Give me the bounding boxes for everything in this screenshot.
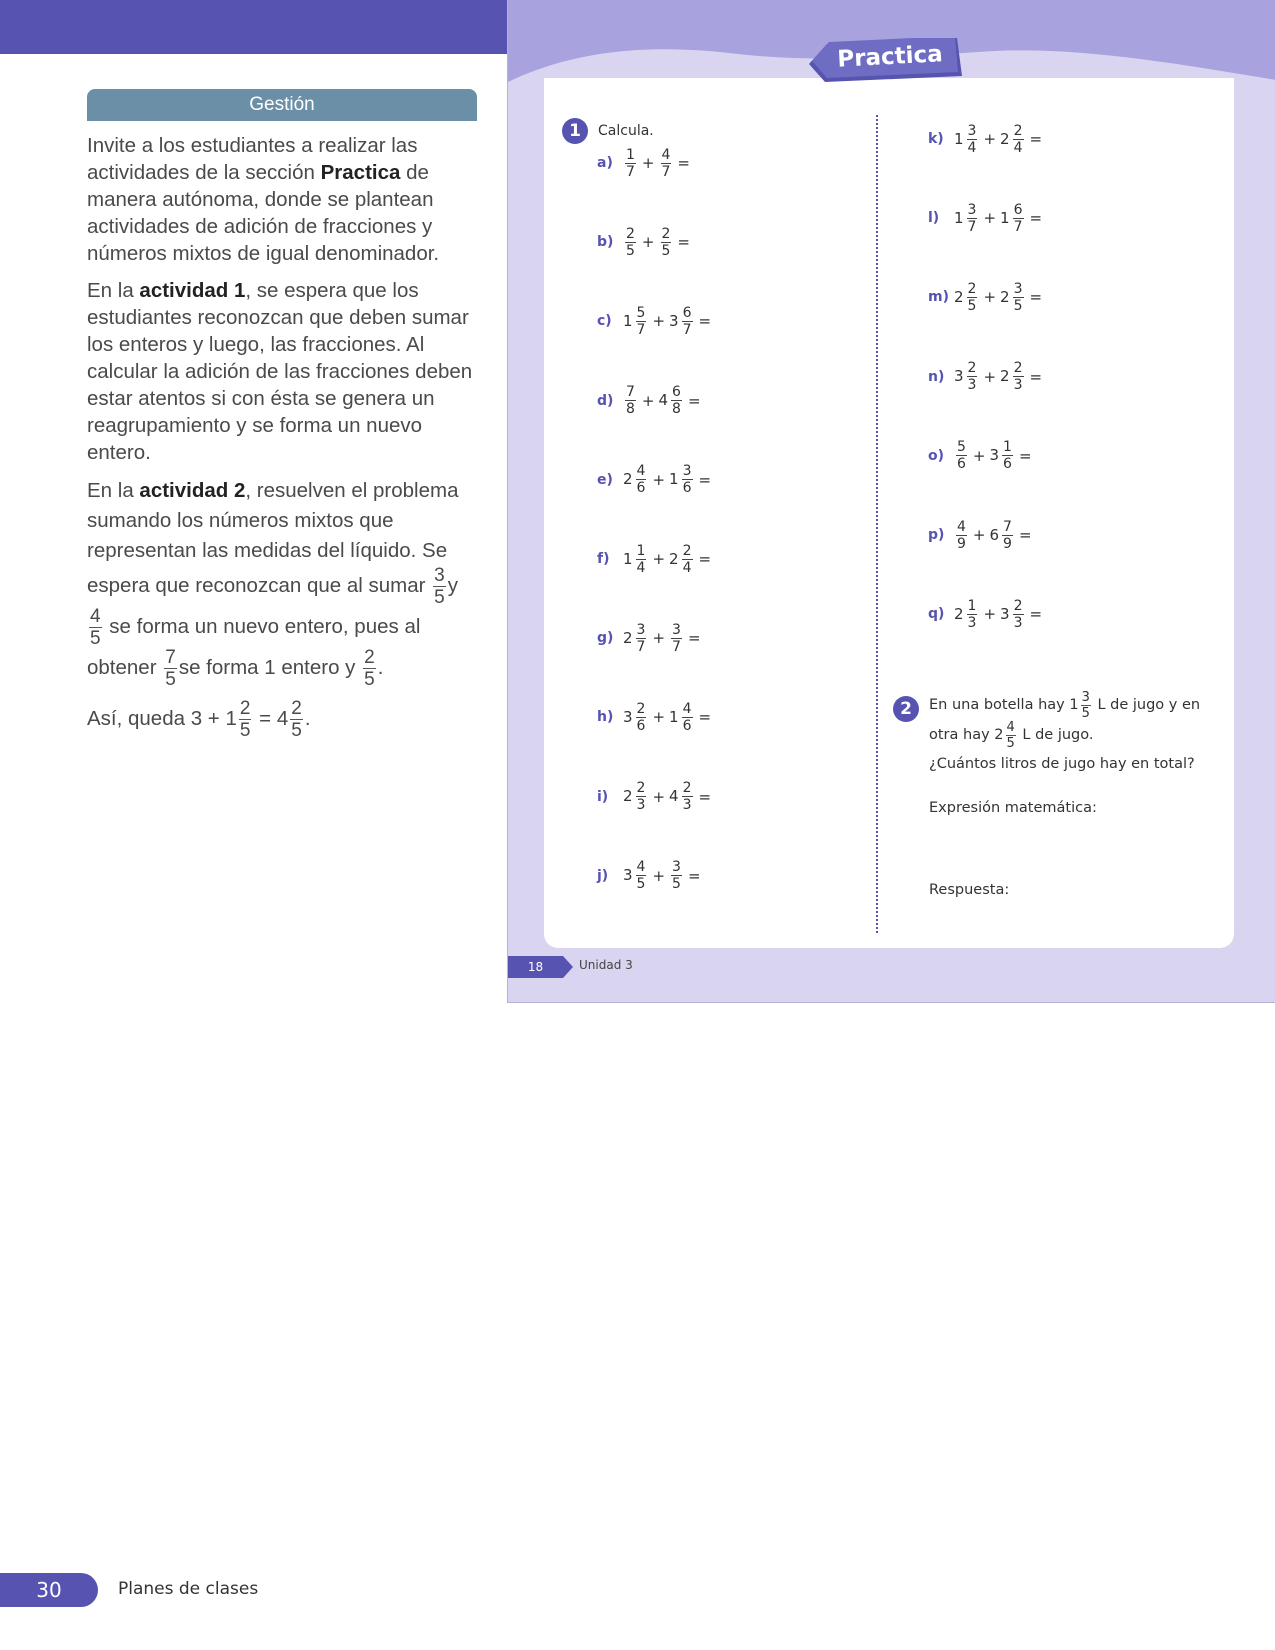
- denominator: 7: [672, 638, 681, 655]
- equals-sign: =: [677, 233, 690, 252]
- numerator: 5: [636, 304, 646, 321]
- plus-sign: +: [983, 605, 997, 624]
- answer-label: Respuesta:: [929, 882, 1010, 898]
- student-page: [507, 0, 1275, 1003]
- numerator: 2: [682, 542, 692, 559]
- fraction: [682, 702, 693, 733]
- fraction: [956, 520, 967, 551]
- mixed-number: [669, 464, 694, 495]
- fraction: [967, 282, 978, 313]
- whole-part: 1: [954, 129, 964, 148]
- exercise-q: [928, 597, 1046, 631]
- whole-part: 1: [623, 311, 633, 330]
- denominator: 7: [636, 321, 646, 338]
- mixed-number: [623, 464, 648, 495]
- whole-part: 2: [1000, 129, 1010, 148]
- whole-part: 2: [623, 470, 633, 489]
- gestion-paragraph-2: En la actividad 1, se espera que los estudiantes reconozcan que deben sumar los enteros y luego, las fracciones. Al calcular la adición de las fracciones deben estar atentos si con ésta se genera un reagrupamiento y se forma un nuevo entero.: [87, 279, 473, 464]
- equals-sign: =: [687, 629, 701, 648]
- plus-sign: +: [652, 708, 666, 727]
- mixed-number: [623, 860, 648, 891]
- whole-part: 2: [623, 628, 633, 647]
- numerator: 1: [967, 597, 977, 614]
- fraction: [1013, 361, 1024, 392]
- mixed-number: [623, 148, 638, 179]
- mixed-number: [669, 544, 694, 575]
- exercise-label: f): [597, 551, 610, 567]
- activity-1-number: 1: [562, 118, 588, 144]
- numerator: 2: [1013, 122, 1023, 139]
- numerator: 6: [1013, 201, 1023, 218]
- fraction: [636, 623, 647, 654]
- fraction: [671, 623, 682, 654]
- denominator: 3: [682, 797, 692, 814]
- equals-sign: =: [677, 154, 690, 172]
- denominator: 3: [967, 614, 977, 631]
- fraction: $\frac{2}{5}$: [364, 647, 375, 690]
- whole-part: 4: [669, 787, 679, 806]
- equals-sign: =: [1029, 367, 1043, 386]
- folio-page-number: 30: [0, 1573, 98, 1607]
- exercise-label: l): [928, 210, 940, 227]
- exercise-d: [597, 384, 705, 418]
- plus-sign: +: [652, 866, 666, 885]
- mixed-number: [659, 148, 674, 179]
- whole-part: 2: [1000, 287, 1010, 306]
- mixed-number: [954, 361, 979, 392]
- numerator: 7: [1003, 518, 1012, 535]
- plus-sign: +: [972, 526, 986, 544]
- denominator: 7: [636, 638, 646, 655]
- fraction: [1013, 124, 1024, 155]
- exercise-m: [928, 280, 1046, 314]
- denominator: 3: [1013, 614, 1023, 631]
- fraction: $\frac{4}{5}$: [90, 606, 101, 649]
- denominator: 3: [1013, 377, 1023, 394]
- mixed-number: [990, 440, 1015, 471]
- numerator: 2: [626, 225, 635, 242]
- whole-part: 3: [1000, 604, 1010, 623]
- exercise-l: [928, 201, 1046, 235]
- denominator: 5: [661, 242, 671, 259]
- denominator: 9: [957, 535, 966, 552]
- fraction: [1002, 520, 1013, 551]
- fraction: [967, 599, 978, 630]
- plus-sign: +: [652, 550, 666, 568]
- exercise-j: [597, 859, 705, 893]
- fraction: [1013, 599, 1024, 630]
- fraction: [661, 148, 672, 179]
- folio-title: Planes de clases: [118, 1579, 259, 1599]
- exercise-label: h): [597, 709, 614, 726]
- exercise-label: q): [928, 606, 945, 623]
- denominator: 3: [967, 377, 977, 394]
- exercise-f: [597, 542, 715, 576]
- fraction: [967, 361, 978, 392]
- denominator: 4: [1013, 139, 1023, 156]
- mixed-number: [669, 781, 694, 812]
- activity-2-statement: En una botella hay 1 $\frac{3}{5}$ L de jugo y en otra hay 2 $\frac{4}{5}$ L de jugo.: [929, 689, 1201, 751]
- numerator: 2: [682, 780, 692, 797]
- fraction: [1013, 282, 1024, 313]
- exercise-e: [597, 463, 715, 497]
- plus-sign: +: [983, 209, 997, 228]
- fraction: [682, 781, 693, 812]
- numerator: 4: [957, 518, 966, 535]
- exercise-n: [928, 360, 1046, 394]
- denominator: 6: [636, 480, 646, 497]
- denominator: 7: [626, 163, 635, 180]
- fraction: [625, 148, 636, 179]
- column-divider: [876, 115, 878, 933]
- equals-sign: =: [1018, 446, 1032, 465]
- numerator: 3: [1013, 280, 1023, 297]
- whole-part: 3: [669, 311, 679, 330]
- fraction: $\frac{7}{5}$: [165, 647, 176, 690]
- numerator: 4: [661, 146, 671, 163]
- exercise-label: n): [928, 368, 945, 385]
- plus-sign: +: [652, 312, 666, 331]
- fraction: $\frac{3}{5}$: [434, 565, 445, 608]
- exercise-label: d): [597, 392, 614, 409]
- mixed-number: [623, 781, 648, 812]
- fraction: [636, 860, 647, 891]
- fraction: $\frac{4}{5}$: [1006, 719, 1015, 751]
- mixed-number: [669, 702, 694, 733]
- equals-sign: =: [1029, 288, 1043, 307]
- whole-part: 4: [658, 391, 669, 410]
- plus-sign: +: [983, 130, 997, 148]
- denominator: 7: [967, 218, 977, 235]
- top-color-bar: [0, 0, 508, 54]
- whole-part: 2: [954, 604, 964, 623]
- fraction: [967, 203, 978, 234]
- gestion-paragraph-1: Invite a los estudiantes a realizar las actividades de la sección Practica de manera autónoma, donde se plantean actividades de adición de fracciones y números mixtos de igual denominador.: [87, 134, 440, 265]
- equals-sign: =: [698, 708, 712, 727]
- fraction: [636, 702, 647, 733]
- exercise-label: g): [597, 630, 614, 647]
- whole-part: 2: [1000, 367, 1010, 386]
- gestion-paragraph-3: En la actividad 2, resuelven el problema sumando los números mixtos que representan las medidas del líquido. Se espera que reconozcan que al sumar $\frac{3}{5}$ y $\frac{4}{5}$ se forma un nuevo entero, pues al obtener $\frac{7}{5}$ se forma 1 entero y $\frac{2}{5}$ .: [87, 479, 459, 690]
- student-page-number: 18: [508, 956, 563, 978]
- whole-part: 3: [623, 707, 633, 726]
- fraction: $\frac{3}{5}$: [1081, 689, 1090, 721]
- mixed-number: [659, 227, 674, 258]
- fraction: [967, 124, 978, 155]
- mixed-number: [954, 440, 969, 471]
- whole-part: 1: [1000, 208, 1010, 227]
- numerator: 2: [967, 360, 977, 377]
- equals-sign: =: [698, 312, 712, 331]
- numerator: 4: [682, 700, 692, 717]
- equals-sign: =: [698, 550, 712, 568]
- gestion-header: Gestión: [87, 89, 477, 121]
- whole-part: 3: [954, 367, 964, 386]
- fraction: [1013, 203, 1024, 234]
- denominator: 7: [661, 163, 671, 180]
- whole-part: 3: [623, 866, 633, 885]
- numerator: 2: [967, 280, 977, 297]
- fraction: $\frac{2}{5}$: [291, 698, 302, 741]
- denominator: 4: [636, 559, 646, 576]
- exercise-label: p): [928, 527, 945, 543]
- denominator: 7: [1013, 218, 1023, 235]
- mixed-number: [623, 544, 648, 575]
- numerator: 6: [682, 304, 692, 321]
- numerator: 5: [957, 439, 966, 456]
- numerator: 1: [626, 146, 635, 163]
- denominator: 6: [636, 717, 646, 734]
- exercise-label: k): [928, 131, 944, 147]
- exercise-label: j): [597, 867, 609, 884]
- mixed-number: [1000, 124, 1025, 155]
- numerator: 4: [636, 859, 646, 876]
- exercise-b: [597, 225, 694, 259]
- numerator: 2: [1013, 360, 1023, 377]
- denominator: 9: [1003, 535, 1012, 552]
- fraction: [661, 227, 672, 258]
- fraction: [636, 464, 647, 495]
- equals-sign: =: [1018, 526, 1032, 544]
- numerator: 2: [636, 780, 646, 797]
- whole-part: 1: [954, 208, 964, 227]
- mixed-number: [1000, 282, 1025, 313]
- practica-tag: Practica: [836, 41, 944, 73]
- plus-sign: +: [983, 367, 997, 386]
- activity-2-question: ¿Cuántos litros de jugo hay en total?: [929, 756, 1195, 772]
- whole-part: 2: [954, 287, 964, 306]
- plus-sign: +: [652, 470, 666, 489]
- equals-sign: =: [687, 866, 701, 885]
- equals-sign: =: [1029, 605, 1043, 624]
- fraction: [636, 781, 647, 812]
- denominator: 5: [1013, 297, 1023, 314]
- numerator: 1: [1003, 439, 1012, 456]
- exercise-label: b): [597, 234, 614, 251]
- whole-part: 2: [669, 549, 679, 568]
- page-number-tab-tip: [563, 956, 573, 978]
- mixed-number: [1000, 361, 1025, 392]
- mixed-number: [954, 124, 979, 155]
- denominator: 3: [636, 797, 646, 814]
- exercise-c: [597, 304, 715, 338]
- mixed-number: [1000, 599, 1025, 630]
- numerator: 7: [626, 384, 635, 401]
- plus-sign: +: [972, 446, 986, 465]
- denominator: 7: [682, 321, 692, 338]
- mixed-number: [669, 860, 684, 891]
- exercise-k: [928, 122, 1046, 156]
- numerator: 6: [672, 384, 681, 401]
- fraction: [682, 464, 693, 495]
- equals-sign: =: [698, 470, 712, 489]
- whole-part: 6: [989, 525, 1000, 544]
- fraction: [956, 440, 967, 471]
- numerator: 2: [1013, 597, 1023, 614]
- denominator: 5: [967, 297, 977, 314]
- whole-part: 3: [989, 446, 1000, 465]
- plus-sign: +: [652, 787, 666, 806]
- plus-sign: +: [641, 154, 655, 172]
- fraction: [636, 544, 647, 575]
- unit-label: Unidad 3: [579, 958, 633, 972]
- equals-sign: =: [1029, 209, 1043, 228]
- numerator: 3: [682, 463, 692, 480]
- activity-1-instruction: Calcula.: [598, 123, 654, 139]
- whole-part: 1: [669, 707, 679, 726]
- fraction: [625, 385, 636, 416]
- fraction: [682, 544, 693, 575]
- exercise-label: c): [597, 313, 612, 330]
- exercise-label: i): [597, 788, 609, 805]
- mixed-number: [990, 520, 1015, 551]
- mixed-number: [659, 385, 684, 416]
- fraction: $\frac{2}{5}$: [239, 698, 251, 741]
- whole-part: 1: [623, 549, 633, 568]
- denominator: 8: [672, 401, 681, 418]
- activity-2-problem: [929, 690, 1209, 904]
- exercise-a: [597, 146, 694, 180]
- mixed-number: [623, 702, 648, 733]
- mixed-number: [623, 623, 648, 654]
- exercise-label: a): [597, 155, 613, 171]
- numerator: 3: [967, 122, 977, 139]
- whole-part: 1: [669, 470, 679, 489]
- numerator: 3: [967, 201, 977, 218]
- denominator: 6: [682, 717, 692, 734]
- equals-sign: =: [687, 391, 701, 410]
- exercise-i: [597, 780, 715, 814]
- mixed-number: [954, 599, 979, 630]
- fraction: [1002, 440, 1013, 471]
- gestion-text: [87, 132, 479, 750]
- mixed-number: [954, 520, 969, 551]
- plus-sign: +: [641, 391, 655, 410]
- denominator: 6: [682, 480, 692, 497]
- exercise-h: [597, 700, 715, 734]
- fraction: [671, 385, 682, 416]
- plus-sign: +: [641, 233, 655, 252]
- exercise-label: m): [928, 289, 949, 306]
- whole-part: 2: [623, 787, 633, 806]
- numerator: 1: [636, 542, 646, 559]
- numerator: 3: [636, 621, 646, 638]
- numerator: 4: [636, 463, 646, 480]
- exercise-label: o): [928, 447, 945, 464]
- numerator: 3: [672, 621, 681, 638]
- equals-sign: =: [698, 787, 712, 806]
- denominator: 5: [626, 242, 635, 259]
- plus-sign: +: [652, 629, 666, 648]
- denominator: 6: [1003, 456, 1012, 473]
- mixed-number: [1000, 203, 1025, 234]
- numerator: 2: [661, 225, 671, 242]
- exercise-g: [597, 621, 705, 655]
- denominator: 5: [636, 876, 646, 893]
- mixed-number: [954, 203, 979, 234]
- expression-label: Expresión matemática:: [929, 800, 1097, 816]
- mixed-number: [669, 306, 694, 337]
- equals-sign: =: [1029, 130, 1043, 148]
- activity-2-number: 2: [893, 696, 919, 722]
- fraction: [625, 227, 636, 258]
- denominator: 4: [682, 559, 692, 576]
- mixed-number: [623, 306, 648, 337]
- denominator: 6: [957, 456, 966, 473]
- fraction: [682, 306, 693, 337]
- exercise-o: [928, 439, 1036, 473]
- denominator: 4: [967, 139, 977, 156]
- exercise-label: e): [597, 471, 613, 488]
- fraction: [636, 306, 647, 337]
- fraction: [671, 860, 682, 891]
- gestion-paragraph-4: Así, queda 3 + 1 $\frac{2}{5}$ = 4 $\frac{2}{5}$ .: [87, 698, 311, 741]
- mixed-number: [954, 282, 979, 313]
- plus-sign: +: [983, 288, 997, 307]
- exercise-p: [928, 518, 1036, 552]
- denominator: 5: [672, 876, 681, 893]
- denominator: 8: [626, 401, 635, 418]
- numerator: 2: [636, 700, 646, 717]
- mixed-number: [623, 385, 638, 416]
- mixed-number: [623, 227, 638, 258]
- mixed-number: [669, 623, 684, 654]
- numerator: 3: [672, 859, 681, 876]
